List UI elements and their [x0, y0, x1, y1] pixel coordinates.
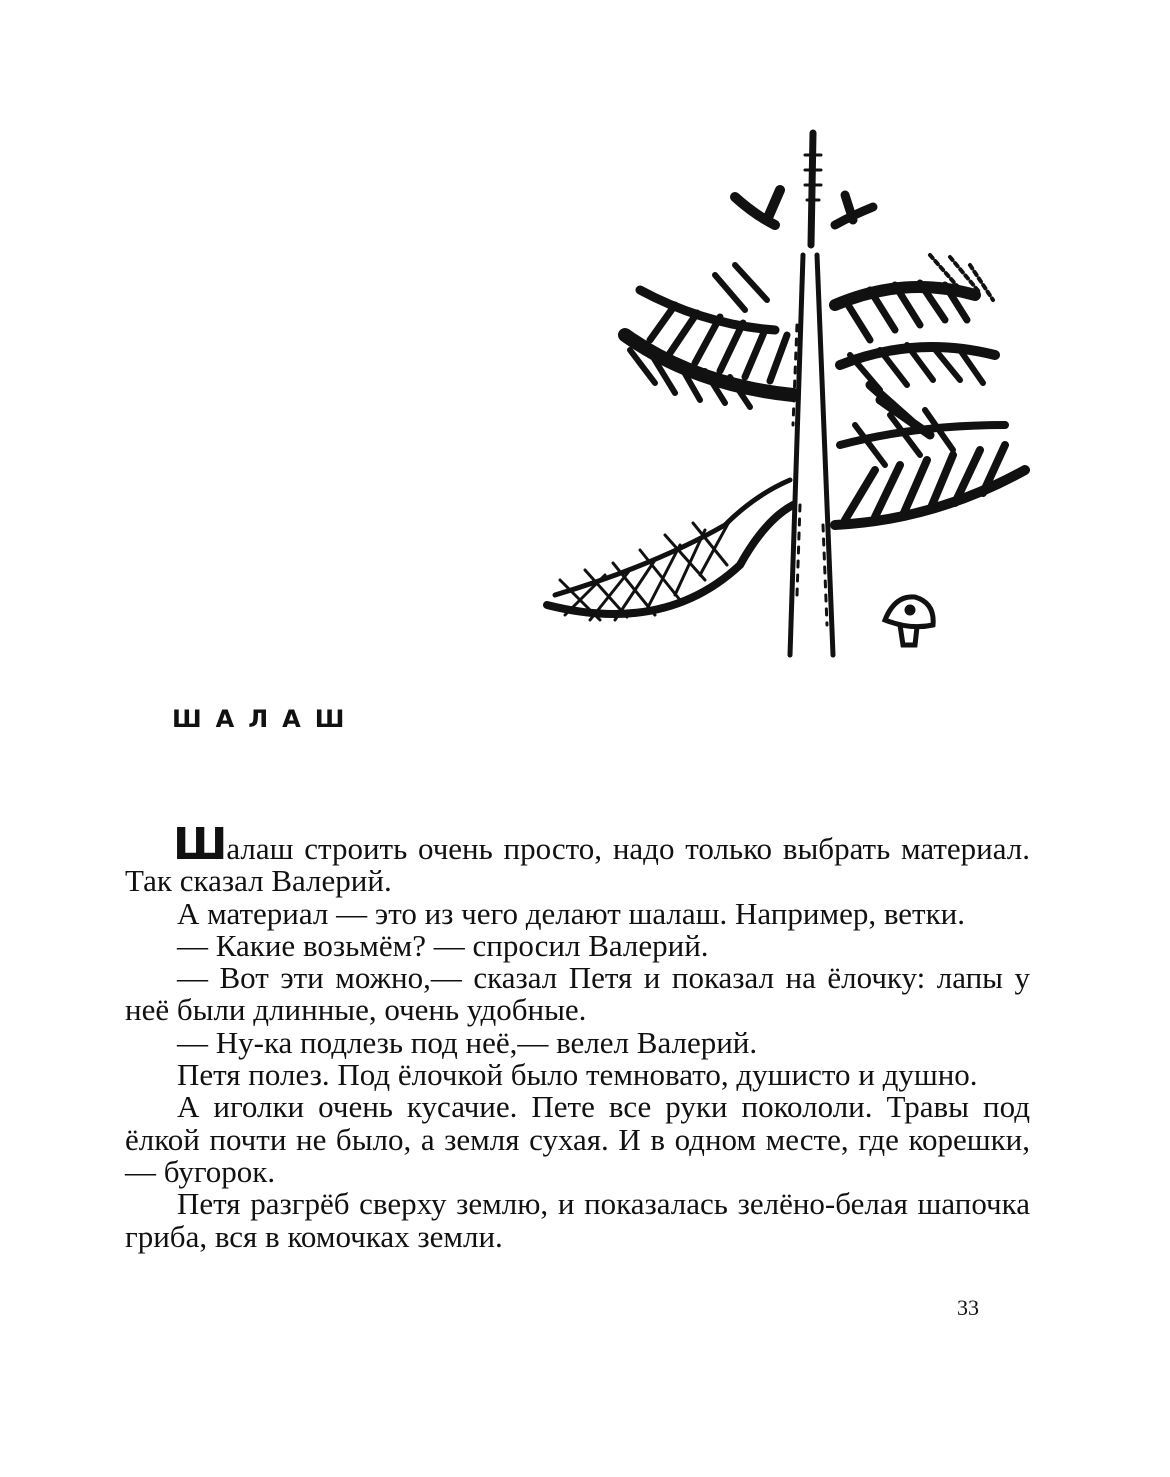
- right-lower-branch: [835, 385, 1025, 525]
- paragraph: А материал — это из чего делают шалаш. Например, ветки.: [177, 895, 965, 931]
- mushroom-icon: [885, 597, 933, 645]
- drop-cap: Ш: [173, 819, 227, 870]
- fir-tree-illustration: [535, 125, 1045, 670]
- paragraph: Петя полез. Под ёлочкой было темновато, душисто и душно.: [177, 1057, 978, 1093]
- story-text: [125, 819, 1030, 1254]
- left-upper-branch: [625, 265, 793, 407]
- paragraph: Петя разгрёб сверху землю, и показалась зелёно-белая шапочка гриба, вся в комочках земли.: [125, 1186, 1030, 1254]
- paragraph: — Вот эти можно,— сказал Петя и показал на ёлочку: лапы у неё были длинные, очень удобные.: [125, 960, 1030, 1028]
- paragraph: Шалаш строить очень просто, надо только выбрать материал. Так сказал Валерий.: [125, 819, 1030, 899]
- chapter-title: ШАЛАШ: [172, 705, 359, 733]
- right-upper-branch: [835, 255, 995, 390]
- page-number: 33: [957, 1295, 979, 1320]
- paragraph: — Ну-ка подлезь под неё,— велел Валерий.: [177, 1024, 758, 1060]
- left-lower-branch: [547, 480, 793, 620]
- tree-top: [811, 133, 813, 245]
- paragraph: — Какие возьмём? — спросил Валерий.: [177, 927, 709, 963]
- paragraph: А иголки очень кусачие. Пете все руки покололи. Травы под ёлкой почти не было, а земля сухая. И в одном месте, где корешки,— бугорок.: [125, 1089, 1030, 1189]
